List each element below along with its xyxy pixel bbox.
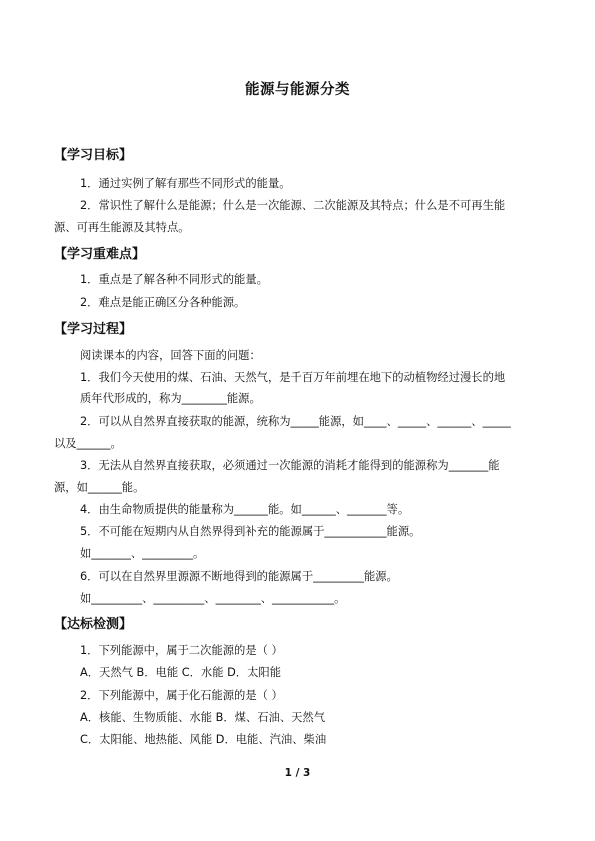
process-line-2: 1．我们今天使用的煤、石油、天然气，是千百万年前埋在地下的动植物经过漫长的地 (80, 371, 506, 384)
section-heading-objectives: 【学习目标】 (54, 148, 133, 163)
process-line-8: 4．由生命物质提供的能量称为______能。如______、_______等。 (80, 503, 410, 516)
process-line-6: 3．无法从自然界直接获取，必须通过一次能源的消耗才能得到的能源称为_______能 (80, 459, 500, 472)
objective-line-1: 1．通过实例了解有那些不同形式的能量。 (80, 177, 291, 190)
key-point-line-1: 1．重点是了解各种不同形式的能量。 (80, 273, 268, 286)
process-line-10: 如_______、_________。 (80, 547, 205, 560)
section-heading-test: 【达标检测】 (54, 617, 133, 632)
test-options-2-cd: C．太阳能、地热能、风能 D．电能、汽油、柴油 (80, 733, 327, 746)
process-line-3: 质年代形成的，称为________能源。 (80, 392, 261, 405)
section-heading-process: 【学习过程】 (54, 322, 133, 337)
process-line-1: 阅读课本的内容，回答下面的问题： (80, 349, 261, 362)
process-line-11: 6．可以在自然界里源源不断地得到的能源属于_________能源。 (80, 570, 398, 583)
page-number: 1 / 3 (284, 767, 311, 779)
process-line-4: 2．可以从自然界直接获取的能源，统称为_____能源，如____、_____、______、_____ (80, 415, 511, 428)
section-heading-key-points: 【学习重难点】 (54, 247, 146, 262)
test-question-2: 2．下列能源中，属于化石能源的是（ ） (80, 689, 283, 702)
process-line-12: 如_________、_________、________、___________。 (80, 592, 346, 605)
objective-line-3: 源、可再生能源及其特点。 (54, 221, 190, 234)
test-options-1: A．天然气 B．电能 C．水能 D．太阳能 (80, 666, 281, 679)
test-question-1: 1．下列能源中，属于二次能源的是（ ） (80, 644, 283, 657)
key-point-line-2: 2．难点是能正确区分各种能源。 (80, 296, 246, 309)
process-line-9: 5．不可能在短期内从自然界得到补充的能源属于___________能源。 (80, 525, 421, 538)
test-options-2-ab: A．核能、生物质能、水能 B．煤、石油、天然气 (80, 711, 326, 724)
objective-line-2: 2．常识性了解什么是能源；什么是一次能源、二次能源及其特点；什么是不可再生能 (80, 199, 506, 212)
process-line-7: 源，如______能。 (54, 481, 145, 494)
page-title: 能源与能源分类 (245, 82, 350, 98)
process-line-5: 以及______。 (54, 437, 122, 450)
